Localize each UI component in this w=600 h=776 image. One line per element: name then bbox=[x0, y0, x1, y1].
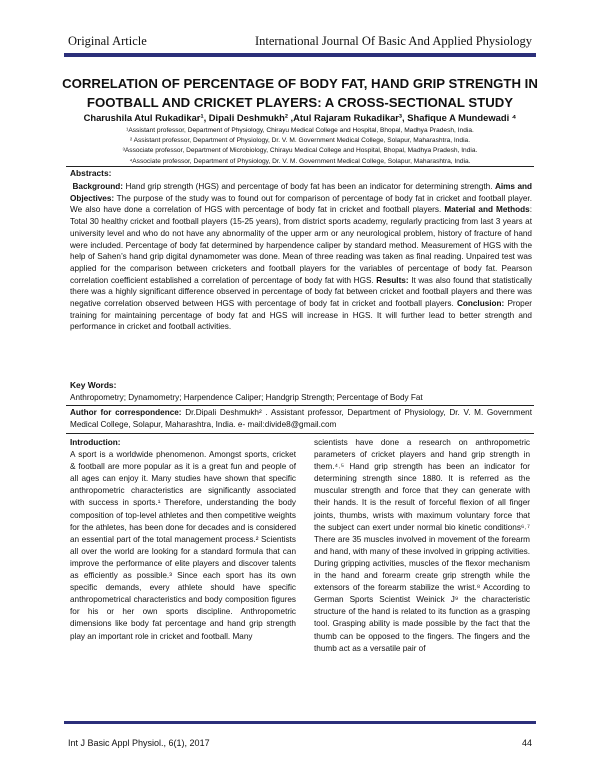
footer-rule bbox=[64, 721, 536, 724]
affiliations bbox=[60, 126, 540, 167]
affiliation: ¹Assistant professor, Department of Physiology, Chirayu Medical College and Hospital, Bhopal, Madhya Pradesh, India. bbox=[126, 127, 474, 134]
affiliation: ³Associate professor, Department of Microbiology, Chirayu Medical College and Hospital, Bhopal, Madhya Pradesh, India. bbox=[122, 147, 478, 155]
abstract-heading: Abstracts: bbox=[70, 168, 112, 178]
body-column-left bbox=[70, 437, 296, 643]
page-number: 44 bbox=[521, 738, 532, 748]
abstract-body: Background: Hand grip strength (HGS) and percentage of body fat has been an indicator for determining strength. Aims and Objectives: The purpose of the study was to found out for comparison of percentage of body fat in cricket and football player. We also have done a correlation of HGS with percentage of body fat in cricket and football players. Material and Methods: Total 30 healthy cricket and football players (15-25 years), from district sports academy, regularly practicing from last 3 years at university level and who do not have any abnormality of the upper arm or any neurological problem, history of fracture of hand were included. Percentage of body fat determined by harpendence caliper by standard method. Measurement of HGS with the help of Sahen’s hand grip digital dynamometer was done. Mean of three reading was taken as final reading. Unpaired test was applied for the comparison between cricketers and football players for the variables of percentage of body fat. Pearson correlation coefficient established a correlation of percentage of body fat with HGS. Results: It was also found that statistically there was a highly significant difference observed in percentage of body fat between cricket and football players and there was negative correlation observed between HGS with percentage of body fat in cricket and football players. Conclusion: Proper training for maintaining percentage of body fat and HGS will increase in HGS. It will further lead to better strength and performance in cricket and football activities. bbox=[70, 182, 533, 332]
introduction-heading: Introduction: bbox=[70, 438, 121, 447]
section-rule bbox=[66, 166, 534, 167]
journal-name: International Journal Of Basic And Applied Physiology bbox=[254, 34, 532, 48]
body-column-right: scientists have done a research on anthropometric parameters of cricket players and hand grip strength in them.⁴˒⁵ Hand grip strength has been an indicator for determining strength since 1880. It is referred as the muscular strength and force that they can generate with their hands. It is the result of forceful flexion of all finger joints, thumbs, wrists with maximum voluntary force that the subject can exert under normal bio kinetic conditions⁶˒⁷ There are 35 muscles involved in movement of the forearm and hand, with many of these involved in gripping activities. During gripping activities, muscles of the flexor mechanism in the hand and forearm create grip strength while the extensors of the forearm stabilize the wrist.⁸ According to German Sports Scientist Weinick J⁹ the characteristic structure of the hand is related to its function as a grasping tool. Grasping ability is made possible by the fact that the thumb can be opposed to the fingers. The fingers and the thumb act as a versatile pair of bbox=[314, 438, 530, 653]
introduction-text: A sport is a worldwide phenomenon. Amongst sports, cricket & football are more popular as it is a great fun and people of all ages can enjoy it. Many studies have shown that specific anthropometric characteristics are significantly associated with success in sports.¹ Therefore, understanding the body composition of top-level athletes and then competitive weights for the athletes, has been done for decades and is considered an essential part of the total management process.² Scientists all over the world are looking for a standard formula that can improve the performance of elite players and discover talents as efficiently as possible.³ Since each sport has its own specific demands, every athlete should have specific anthropometrical characteristics and body composition figures for his or her own sports discipline. Anthropometric dimensions like body fat percentage and hand grip strength play an important role in cricket and football. Many bbox=[70, 450, 296, 641]
section-rule bbox=[66, 405, 534, 406]
keywords-text: Anthropometry; Dynamometry; Harpendence Caliper; Handgrip Strength; Percentage of Body Fat bbox=[70, 393, 423, 402]
running-header bbox=[68, 34, 532, 52]
correspondence: Author for correspondence: Dr.Dipali Deshmukh² . Assistant professor, Department of Physiology, Dr. V. M. Government Medical College, Solapur, Maharashtra, India. e- mail:divide8@gmail.com bbox=[70, 408, 532, 429]
affiliation: ² Assistant professor, Department of Physiology, Dr. V. M. Government Medical College, Solapur, Maharashtra, India. bbox=[129, 137, 471, 145]
section-rule bbox=[66, 433, 534, 434]
author-list: Charushila Atul Rukadikar¹, Dipali Deshmukh² ,Atul Rajaram Rukadikar³, Shafique A Mundewadi ⁴ bbox=[83, 112, 517, 123]
affiliation: ⁴Associate professor, Department of Physiology, Dr. V. M. Government Medical College, Solapur, Maharashtra, India. bbox=[129, 157, 471, 165]
keywords-heading: Key Words: bbox=[70, 380, 117, 390]
header-rule bbox=[64, 53, 536, 57]
paper-title: CORRELATION OF PERCENTAGE OF BODY FAT, HAND GRIP STRENGTH IN FOOTBALL AND CRICKET PLAYERS: A CROSS-SECTIONAL STUDY bbox=[62, 76, 538, 110]
citation: Int J Basic Appl Physiol., 6(1), 2017 bbox=[68, 738, 210, 748]
article-type: Original Article bbox=[68, 34, 147, 48]
